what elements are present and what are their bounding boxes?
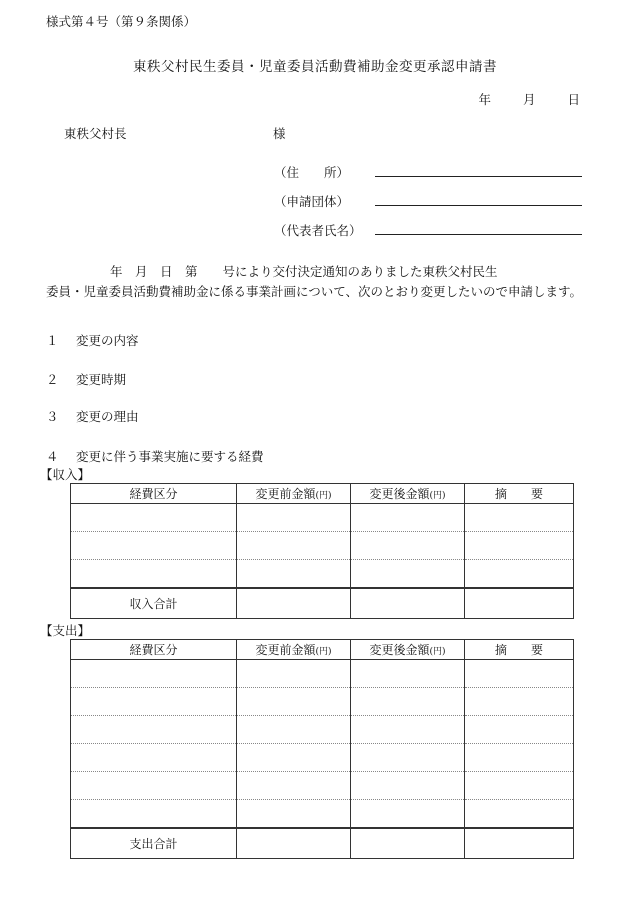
body-first-line: 年 月 日 第 号により交付決定通知のありました東秩父村民生: [110, 264, 498, 279]
expense-total-label: 支出合計: [71, 828, 237, 859]
cell[interactable]: [465, 744, 574, 772]
income-total-row: [71, 588, 574, 619]
table-row: [71, 800, 574, 829]
cell[interactable]: [71, 800, 237, 829]
cell[interactable]: [237, 772, 351, 800]
expense-header-row: [71, 640, 574, 660]
cell[interactable]: [237, 504, 351, 532]
section-2: [46, 370, 126, 388]
table-row: [71, 532, 574, 560]
cell[interactable]: [237, 588, 351, 619]
table-row: [71, 716, 574, 744]
table-row: [71, 688, 574, 716]
address-field[interactable]: [375, 176, 582, 177]
application-body: [46, 262, 586, 302]
addressee: 東秩父村長: [64, 126, 127, 141]
section-4: [46, 447, 264, 465]
section-1: [46, 331, 139, 349]
expense-label: 【支出】: [40, 623, 91, 638]
cell[interactable]: [465, 504, 574, 532]
section-number: ２: [46, 372, 59, 387]
table-row: [71, 660, 574, 688]
cell[interactable]: [351, 800, 465, 829]
cell[interactable]: [351, 688, 465, 716]
cell[interactable]: [351, 532, 465, 560]
cell[interactable]: [351, 560, 465, 589]
header-summary: 摘 要: [465, 484, 574, 504]
cell[interactable]: [351, 660, 465, 688]
representative-label: （代表者氏名）: [274, 223, 362, 238]
table-row: [71, 560, 574, 589]
cell[interactable]: [71, 716, 237, 744]
section-text: 変更の内容: [76, 333, 139, 348]
header-before: 変更前金額(円): [237, 484, 351, 504]
header-category: 経費区分: [71, 484, 237, 504]
cell[interactable]: [71, 560, 237, 589]
cell[interactable]: [71, 532, 237, 560]
cell[interactable]: [351, 744, 465, 772]
date-year: 年: [478, 92, 491, 107]
cell[interactable]: [351, 828, 465, 859]
cell[interactable]: [465, 588, 574, 619]
form-number: 様式第４号（第９条関係）: [46, 14, 197, 29]
header-after: 変更後金額(円): [351, 484, 465, 504]
date-day: 日: [567, 92, 580, 107]
address-label: （住 所）: [274, 165, 350, 180]
header-category: 経費区分: [71, 640, 237, 660]
expense-table: [70, 639, 574, 859]
cell[interactable]: [237, 828, 351, 859]
cell[interactable]: [465, 660, 574, 688]
group-label: （申請団体）: [274, 194, 350, 209]
cell[interactable]: [71, 744, 237, 772]
cell[interactable]: [237, 800, 351, 829]
cell[interactable]: [71, 660, 237, 688]
expense-total-row: [71, 828, 574, 859]
group-field[interactable]: [375, 205, 582, 206]
cell[interactable]: [71, 688, 237, 716]
cell[interactable]: [351, 772, 465, 800]
cell[interactable]: [237, 532, 351, 560]
cell[interactable]: [351, 588, 465, 619]
date-line: [464, 90, 580, 108]
section-text: 変更時期: [76, 372, 127, 387]
section-number: １: [46, 333, 59, 348]
section-text: 変更に伴う事業実施に要する経費: [76, 449, 264, 464]
table-row: [71, 504, 574, 532]
cell[interactable]: [237, 560, 351, 589]
cell[interactable]: [465, 532, 574, 560]
cell[interactable]: [237, 660, 351, 688]
section-text: 変更の理由: [76, 409, 139, 424]
table-row: [71, 772, 574, 800]
cell[interactable]: [465, 560, 574, 589]
table-row: [71, 744, 574, 772]
section-number: ４: [46, 449, 59, 464]
section-3: [46, 407, 139, 425]
representative-field[interactable]: [375, 234, 582, 235]
cell[interactable]: [465, 716, 574, 744]
header-before: 変更前金額(円): [237, 640, 351, 660]
header-after: 変更後金額(円): [351, 640, 465, 660]
cell[interactable]: [465, 800, 574, 829]
cell[interactable]: [71, 772, 237, 800]
document-title: 東秩父村民生委員・児童委員活動費補助金変更承認申請書: [133, 59, 497, 75]
cell[interactable]: [237, 716, 351, 744]
cell[interactable]: [351, 716, 465, 744]
income-total-label: 収入合計: [71, 588, 237, 619]
header-summary: 摘 要: [465, 640, 574, 660]
body-rest: 委員・児童委員活動費補助金に係る事業計画について、次のとおり変更したいので申請します。: [46, 284, 583, 299]
section-number: ３: [46, 409, 59, 424]
income-label: 【収入】: [40, 467, 91, 482]
date-month: 月: [522, 92, 536, 107]
cell[interactable]: [237, 744, 351, 772]
honorific: 様: [273, 126, 286, 141]
income-table: [70, 483, 574, 619]
cell[interactable]: [465, 688, 574, 716]
cell[interactable]: [351, 504, 465, 532]
cell[interactable]: [465, 772, 574, 800]
cell[interactable]: [465, 828, 574, 859]
cell[interactable]: [237, 688, 351, 716]
income-header-row: [71, 484, 574, 504]
cell[interactable]: [71, 504, 237, 532]
